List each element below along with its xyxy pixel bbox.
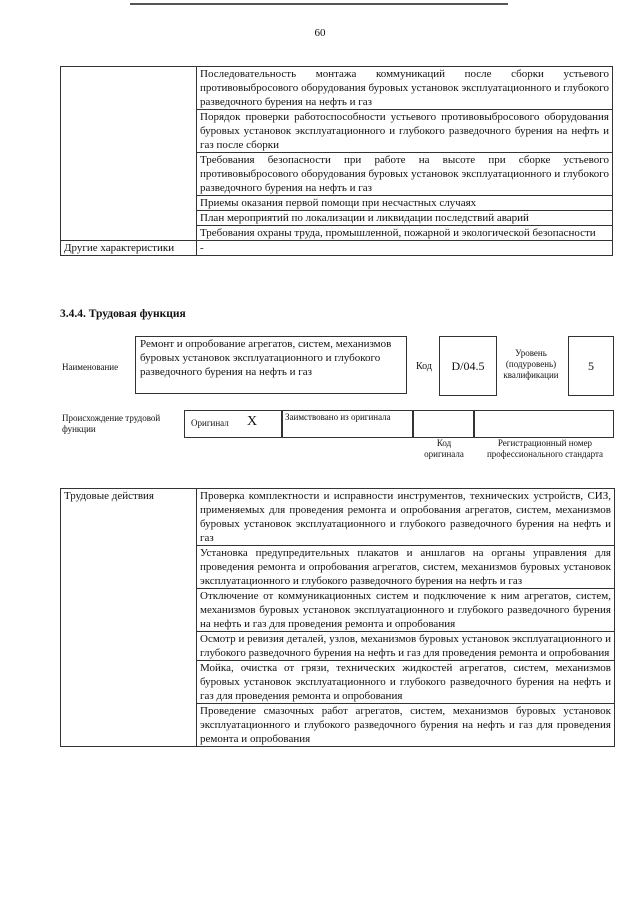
reg-number-label: Регистрационный номер профессионального стандарта	[486, 438, 604, 459]
table-cell: План мероприятий по локализации и ликвидации последствий аварий	[197, 211, 613, 226]
function-name-box	[135, 336, 407, 394]
qualification-level-label: Уровень (подуровень) квалификации	[503, 348, 559, 380]
empty-label-cell	[61, 67, 197, 241]
table-cell: Проведение смазочных работ агрегатов, систем, механизмов буровых установок эксплуатационного и глубокого разведочного бурения на нефть и газ для проведения ремонта и опробования	[197, 704, 615, 747]
function-name-value: Ремонт и опробование агрегатов, систем, механизмов буровых установок эксплуатационного и глубокого разведочного бурения на нефть и газ	[140, 338, 392, 378]
table-cell: Последовательность монтажа коммуникаций после сборки устьевого противовыбросового оборудования буровых установок эксплуатационного и глубокого разведочного бурения на нефть и газ	[197, 67, 613, 110]
original-box	[184, 410, 283, 438]
original-mark: X	[247, 414, 258, 429]
table-cell: Порядок проверки работоспособности устьевого противовыбросового оборудования буровых установок эксплуатационного и глубокого разведочного бурения на нефть и газ после сборки	[197, 110, 613, 153]
code-original-label: Код оригинала	[424, 438, 464, 459]
code-original-box	[412, 410, 475, 438]
table-cell: Приемы оказания первой помощи при несчастных случаях	[197, 196, 613, 211]
table-cell: Отключение от коммуникационных систем и подключение к ним агрегатов, систем, механизмов буровых установок эксплуатационного и глубокого разведочного бурения на нефть и газ для проведения ремонта и опробования	[197, 589, 615, 632]
other-characteristics-value: -	[197, 241, 613, 256]
labor-actions-label: Трудовые действия	[61, 489, 197, 747]
level-value-box	[568, 336, 614, 396]
borrowed-label: Заимствовано из оригинала	[285, 412, 391, 422]
table-row	[61, 241, 613, 256]
table-row	[61, 67, 613, 110]
page-number: 60	[314, 27, 326, 39]
table-cell: Требования охраны труда, промышленной, пожарной и экологической безопасности	[197, 226, 613, 241]
table-cell: Мойка, очистка от грязи, технических жидкостей агрегатов, систем, механизмов буровых установок эксплуатационного и глубокого разведочного бурения на нефть и газ для проведения ремонта и опробования	[197, 661, 615, 704]
code-value: D/04.5	[451, 359, 485, 373]
code-label: Код	[416, 361, 432, 372]
labor-actions-table	[60, 488, 615, 747]
section-heading: 3.4.4. Трудовая функция	[60, 308, 186, 320]
table-cell: Осмотр и ревизия деталей, узлов, механизмов буровых установок эксплуатационного и глубокого разведочного бурения на нефть и газ для проведения ремонта и опробования	[197, 632, 615, 661]
name-label: Наименование	[62, 362, 119, 372]
origin-label: Происхождение трудовой функции	[62, 413, 161, 434]
level-value: 5	[588, 359, 594, 373]
table-cell: Требования безопасности при работе на высоте при сборке устьевого противовыбросового оборудования буровых установок эксплуатационного и глубокого разведочного бурения на нефть и газ	[197, 153, 613, 196]
table-row	[61, 489, 615, 546]
table-cell: Проверка комплектности и исправности инструментов, технических устройств, СИЗ, применяемых для проведения ремонта и опробования агрегатов, систем, механизмов буровых установок эксплуатационного и глубокого разведочного бурения на нефть и газ	[197, 489, 615, 546]
table-cell: Установка предупредительных плакатов и аншлагов на органы управления для проведения ремонта и опробования агрегатов, систем, механизмов буровых установок эксплуатационного и глубокого разведочного бурения на нефть и газ	[197, 546, 615, 589]
other-characteristics-label: Другие характеристики	[61, 241, 197, 256]
knowledge-table	[60, 66, 613, 256]
code-value-box	[439, 336, 497, 396]
original-label: Оригинал	[191, 418, 229, 428]
borrowed-box	[281, 410, 414, 438]
reg-number-box	[473, 410, 614, 438]
top-border-line	[130, 3, 508, 5]
